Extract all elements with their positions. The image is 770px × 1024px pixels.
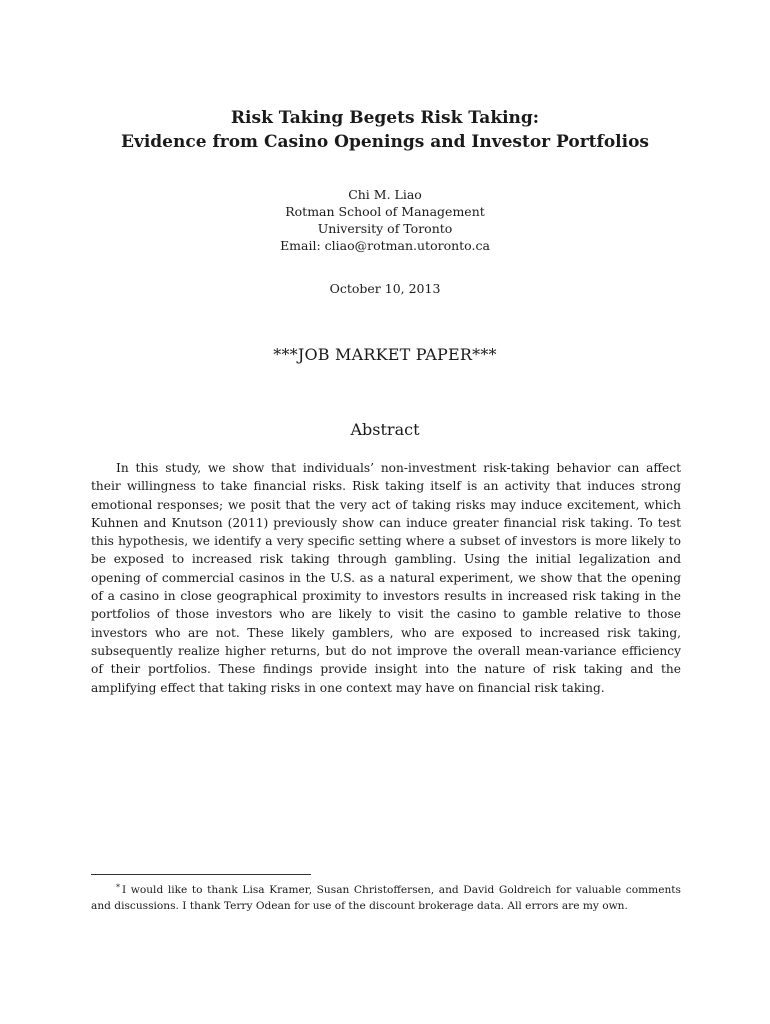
title-line-2: Evidence from Casino Openings and Investor Portfolios xyxy=(121,132,649,152)
abstract-heading: Abstract xyxy=(350,420,420,439)
footnote xyxy=(91,880,681,914)
author-email: Email: cliao@rotman.utoronto.ca xyxy=(280,238,490,253)
author-affiliation: Rotman School of Management xyxy=(285,204,485,219)
author-name: Chi M. Liao xyxy=(348,187,422,202)
footnote-divider xyxy=(91,874,311,875)
footnote-marker: * xyxy=(116,883,120,892)
footnote-text: I would like to thank Lisa Kramer, Susan Christoffersen, and David Goldreich for valuable comments and discussions. I thank Terry Odean for use of the discount brokerage data. All errors are my own. xyxy=(91,884,681,912)
author-block xyxy=(0,186,770,254)
abstract-text: In this study, we show that individuals’ non-investment risk-taking behavior can affect their willingness to take financial risks. Risk taking itself is an activity that induces strong emotional responses; we posit that the very act of taking risks may induce excitement, which Kuhnen and Knutson (2011) previously show can induce greater financial risk taking. To test this hypothesis, we identify a very specific setting where a subset of investors is more likely to be exposed to increased risk taking through gambling. Using the initial legalization and opening of commercial casinos in the U.S. as a natural experiment, we show that the opening of a casino in close geographical proximity to investors results in increased risk taking in the portfolios of those investors who are likely to visit the casino to gamble relative to those investors who are not. These likely gamblers, who are exposed to increased risk taking, subsequently realize higher returns, but do not improve the overall mean-variance efficiency of their portfolios. These findings provide insight into the nature of risk taking and the amplifying effect that taking risks in one context may have on financial risk taking. xyxy=(91,461,681,695)
title-line-1: Risk Taking Begets Risk Taking: xyxy=(230,108,540,128)
paper-title xyxy=(0,106,770,154)
author-university: University of Toronto xyxy=(317,221,453,236)
paper-date: October 10, 2013 xyxy=(329,281,441,296)
job-market-label: ***JOB MARKET PAPER*** xyxy=(273,345,497,364)
